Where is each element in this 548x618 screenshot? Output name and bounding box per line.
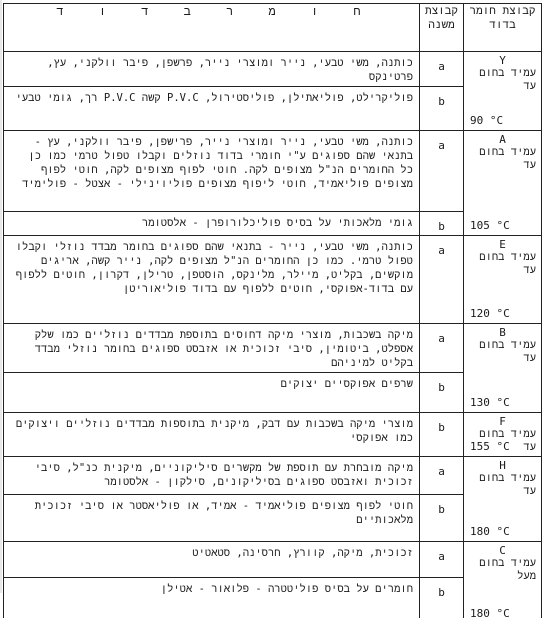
- class-temperature: [470, 114, 503, 127]
- material-cell: כותנה, משי טבעי, נייר - בתנאי שהם ספוגים בחומר מבדד נוזלי וקבלו טפול טרמי. כמו כן החומרים הנ"ל מצופים לקה, נייר קשה, אריגים מוקשים, בקליט, מיילר, מלינקס, הוסטפן, טרילן, דקרון, חוטים ללפוף עם בדוד-אפוקסי, חוטים ללפוף עם בדוד פוליאוריטן: [4, 236, 420, 324]
- subgroup-cell: a: [420, 131, 464, 212]
- temperature-value: 155: [470, 440, 490, 453]
- material-cell: כותנה, משי טבעי, נייר ומוצרי נייר, פרשפן, פיבר וולקני, עץ, פרטינקס: [4, 52, 420, 87]
- temperature-value: 130: [470, 396, 490, 409]
- class-cell: [464, 52, 542, 131]
- subgroup-cell: b: [420, 578, 464, 618]
- table-row: [4, 212, 542, 236]
- table-row: [4, 87, 542, 131]
- temperature-value: 90: [470, 114, 483, 127]
- subgroup-cell: a: [420, 52, 464, 87]
- class-range-label: עמיד בחום מעל: [469, 557, 536, 583]
- table-header-row: [4, 4, 542, 52]
- temperature-unit: °C: [497, 396, 510, 409]
- class-temperature: [470, 396, 510, 409]
- class-code: F: [469, 415, 536, 428]
- class-temperature: [470, 440, 510, 453]
- table-row: [4, 131, 542, 212]
- class-range-label: עמיד בחום עד: [469, 251, 536, 277]
- class-code: A: [469, 133, 536, 146]
- table-row: [4, 457, 542, 495]
- temperature-value: 180: [470, 607, 490, 618]
- class-cell: [464, 457, 542, 542]
- class-cell: [464, 131, 542, 236]
- temperature-unit: °C: [497, 307, 510, 320]
- class-range-label: עמיד בחום עד: [469, 146, 536, 172]
- class-cell: [464, 542, 542, 618]
- class-code: Y: [469, 54, 536, 67]
- temperature-value: 105: [470, 219, 490, 232]
- insulation-classes-table: [3, 3, 542, 618]
- material-cell: שרפים אפוקסיים יצוקים: [4, 373, 420, 413]
- table-row: [4, 578, 542, 618]
- subgroup-cell: a: [420, 324, 464, 373]
- class-temperature: [470, 525, 510, 538]
- material-cell: חומרים על בסיס פוליטטרה - פלואור - אטילן: [4, 578, 420, 618]
- material-cell: כותנה, משי טבעי, נייר ומוצרי נייר, פרישפן, פיבר וולקני, עץ - בתנאי שהם ספוגים ע"י חומרי בדוד נוזלים וקבלו טפול טרמי כמו כן כל החומרים הנ"ל מצופים לקה. חוטי לפוף מצופים לקה, חוטי לפוף מצופים פוליאמיד, חוטי ליפוף מצופים פוליוינילי - אצטל - פולימיד: [4, 131, 420, 212]
- class-range-label: עמיד בחום עד: [469, 428, 536, 454]
- header-subgroup: קבוצת משנה: [420, 4, 464, 52]
- class-code: H: [469, 459, 536, 472]
- class-code: C: [469, 544, 536, 557]
- subgroup-cell: b: [420, 413, 464, 457]
- subgroup-cell: a: [420, 542, 464, 578]
- material-cell: מיקה בשכבות, מוצרי מיקה דחוסים בתוספת מבדדים נוזליים כמו שלק אספלט, ביטומין, סיבי זכוכית או אזבסט ספוגים בחומר נוזלי מבדד בקליט למיניהם: [4, 324, 420, 373]
- header-material: ח ו מ ר ב ד ו ד: [4, 4, 420, 52]
- subgroup-cell: b: [420, 212, 464, 236]
- temperature-unit: °C: [497, 607, 510, 618]
- material-cell: זכוכית, מיקה, קוורץ, חרסינה, סטאטיט: [4, 542, 420, 578]
- material-cell: חוטי לפוף מצופים פוליאמיד - אמיד, או פוליאסטר או סיבי זכוכית מלאכותיים: [4, 495, 420, 542]
- class-code: B: [469, 326, 536, 339]
- class-cell: [464, 413, 542, 457]
- class-cell: [464, 324, 542, 413]
- table-row: [4, 236, 542, 324]
- table-row: [4, 373, 542, 413]
- table-row: [4, 495, 542, 542]
- temperature-unit: °C: [497, 440, 510, 453]
- temperature-unit: °C: [497, 219, 510, 232]
- subgroup-cell: b: [420, 87, 464, 131]
- temperature-unit: °C: [490, 114, 503, 127]
- class-range-label: עמיד בחום עד: [469, 472, 536, 498]
- class-range-label: עמיד בחום עד: [469, 339, 536, 365]
- table-row: [4, 413, 542, 457]
- material-cell: מיקה מובחרת עם תוספת של מקשרים סיליקוניים, מיקנית כנ"ל, סיבי זכוכית ואזבסט ספוגים בסיליקונים, סילקון - אלסטומר: [4, 457, 420, 495]
- class-temperature: [470, 307, 510, 320]
- subgroup-cell: a: [420, 236, 464, 324]
- class-cell: [464, 236, 542, 324]
- subgroup-cell: b: [420, 495, 464, 542]
- material-cell: גומי מלאכותי על בסיס פוליכלורופרן - אלסטומר: [4, 212, 420, 236]
- temperature-unit: °C: [497, 525, 510, 538]
- header-class: קבוצת חומר בדוד: [464, 4, 542, 52]
- class-range-label: עמיד בחום עד: [469, 67, 536, 93]
- table-row: [4, 542, 542, 578]
- table-row: [4, 52, 542, 87]
- table-body: [4, 52, 542, 618]
- material-cell: פוליקרילט, פוליאתילן, פוליסטירול, P.V.C קשה P.V.C רך, גומי טבעי: [4, 87, 420, 131]
- class-temperature: [470, 607, 510, 618]
- class-code: E: [469, 238, 536, 251]
- subgroup-cell: b: [420, 373, 464, 413]
- material-cell: מוצרי מיקה בשכבות עם דבק, מיקנית בתוספות מבדדים נוזליים ויצוקים כמו אפוקסי: [4, 413, 420, 457]
- table-row: [4, 324, 542, 373]
- subgroup-cell: a: [420, 457, 464, 495]
- temperature-value: 180: [470, 525, 490, 538]
- scan-edge: [0, 0, 2, 593]
- class-temperature: [470, 219, 510, 232]
- temperature-value: 120: [470, 307, 490, 320]
